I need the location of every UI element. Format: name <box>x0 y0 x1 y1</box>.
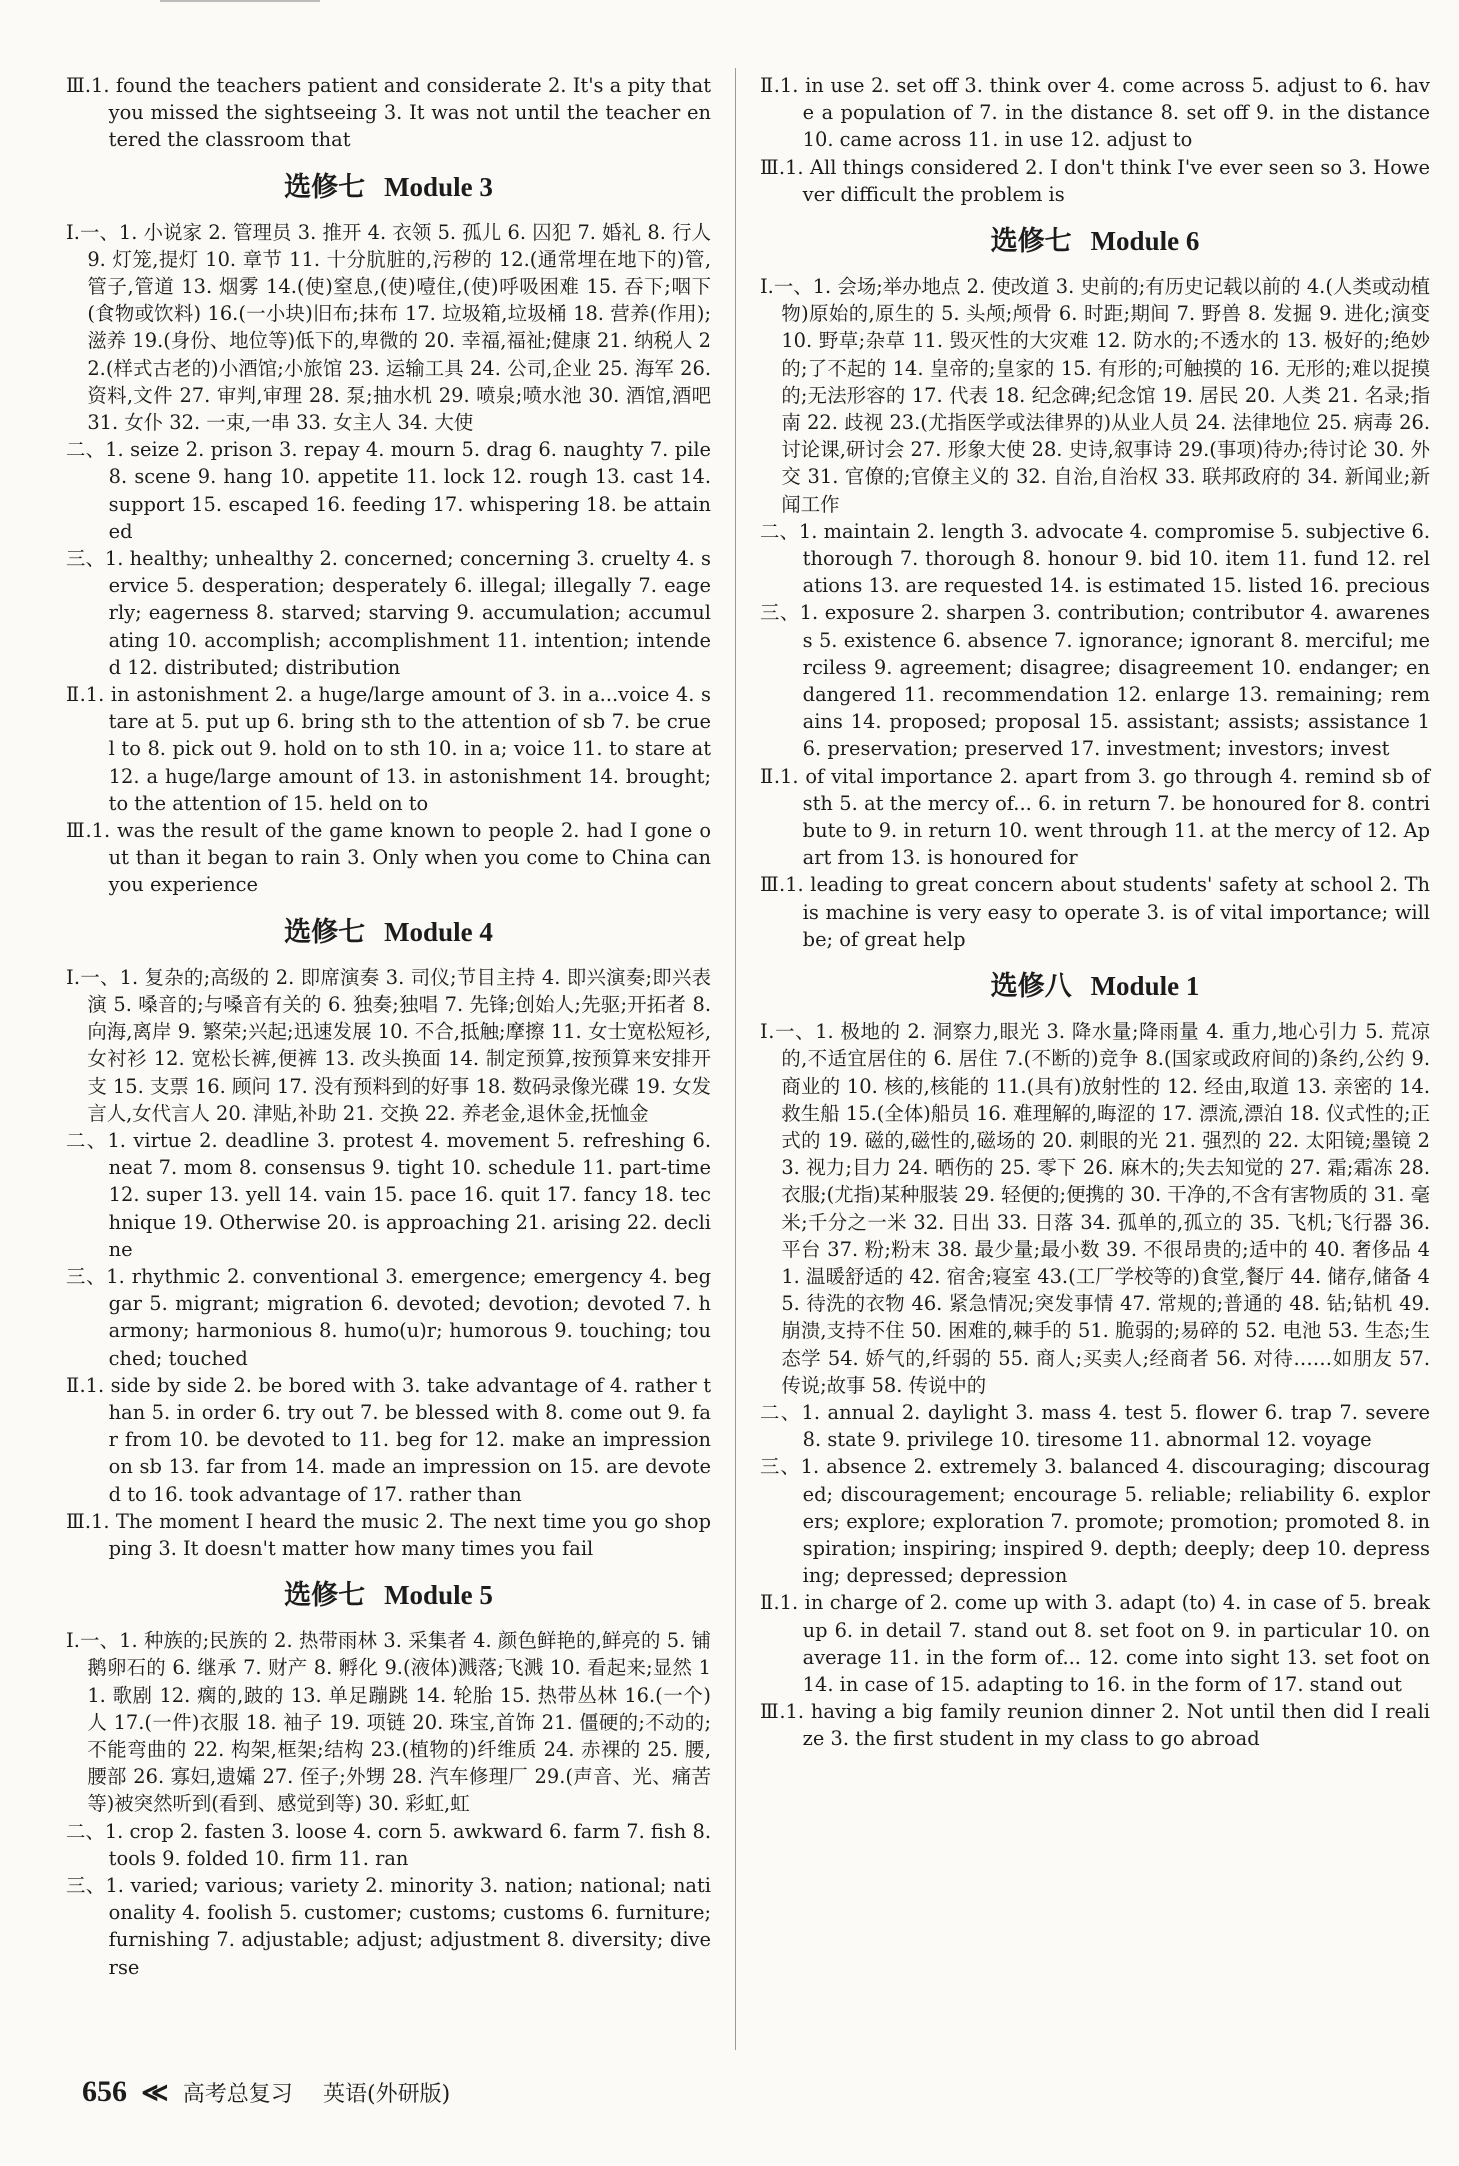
section-module: Module 3 <box>384 171 493 202</box>
answer-paragraph: 二、1. virtue 2. deadline 3. protest 4. movement 5. refreshing 6. neat 7. mom 8. consensus 9. tight 10. schedule 11. part-time 12. super 13. yell 14. vain 15. pace 16. quit 17. fancy 18. technique 19. Otherwise 20. is approaching 21. arising 22. decline <box>66 1128 711 1261</box>
top-decorative-line <box>160 0 320 2</box>
answer-paragraph: Ⅰ.一、1. 极地的 2. 洞察力,眼光 3. 降水量;降雨量 4. 重力,地心引力 5. 荒凉的,不适宜居住的 6. 居住 7.(不断的)竞争 8.(国家或政府间的)条约,公约 9. 商业的 10. 核的,核能的 11.(具有)放射性的 12. 经由,取道 13. 亲密的 14. 救生船 15.(全体)船员 16. 难理解的,晦涩的 17. 漂流,漂泊 18. 仪式性的;正式的 19. 磁的,磁性的,磁场的 20. 刺眼的光 21. 强烈的 22. 太阳镜;墨镜 23. 视力;目力 24. 晒伤的 25. 零下 26. 麻木的;失去知觉的 27. 霜;霜冻 28. 衣服;(尤指)某种服装 29. 轻便的;便携的 30. 干净的,不含有害物质的 31. 毫米;千分之一米 32. 日出 33. 日落 34. 孤单的,孤立的 35. 飞机;飞行器 36. 平台 37. 粉;粉末 38. 最少量;最小数 39. 不很昂贵的;适中的 40. 奢侈品 41. 温暖舒适的 42. 宿舍;寝室 43.(工厂学校等的)食堂,餐厅 44. 储存,储备 45. 待洗的衣物 46. 紧急情况;突发事情 47. 常规的;普通的 48. 钻;钻机 49. 崩溃,支持不住 50. 困难的,棘手的 51. 脆弱的;易碎的 52. 电池 53. 生态;生态学 54. 娇气的,纤弱的 55. 商人;买卖人;经商者 56. 对待……如朋友 57. 传说;故事 58. 传说中的 <box>760 1020 1430 1397</box>
answer-paragraph: Ⅲ.1. found the teachers patient and considerate 2. It's a pity that you missed the sightseeing 3. It was not until the teacher entered the classroom that <box>66 74 711 152</box>
answer-paragraph: Ⅱ.1. of vital importance 2. apart from 3. go through 4. remind sb of sth 5. at the mercy of... 6. in return 7. be honoured for 8. contribute to 9. in return 10. went through 11. at the mercy of 12. Apart from 13. is honoured for <box>760 764 1430 870</box>
double-chevron-left-icon: ≪ <box>141 2078 169 2108</box>
answer-paragraph: Ⅲ.1. All things considered 2. I don't think I've ever seen so 3. However difficult the problem is <box>760 155 1430 206</box>
answer-paragraph: Ⅲ.1. leading to great concern about students' safety at school 2. This machine is very easy to operate 3. is of vital importance; will be; of great help <box>760 873 1430 951</box>
section-heading <box>66 168 711 207</box>
section-heading <box>760 222 1430 261</box>
answer-paragraph: 三、1. absence 2. extremely 3. balanced 4. discouraging; discouraged; discouragement; encourage 5. reliable; reliability 6. explorers; explore; exploration 7. promote; promotion; promoted 8. inspiration; inspiring; inspired 9. depth; deeply; deep 10. depressing; depressed; depression <box>760 1455 1430 1588</box>
book-title: 高考总复习 <box>182 2082 293 2107</box>
answer-paragraph: Ⅰ.一、1. 小说家 2. 管理员 3. 推开 4. 衣领 5. 孤儿 6. 囚犯 7. 婚礼 8. 行人 9. 灯笼,提灯 10. 章节 11. 十分肮脏的,污秽的 12.(通常埋在地下的)管,管子,管道 13. 烟雾 14.(使)窒息,(使)噎住,(使)呼吸困难 15. 吞下;咽下(食物或饮料) 16.(一小块)旧布;抹布 17. 垃圾箱,垃圾桶 18. 营养(作用);滋养 19.(身份、地位等)低下的,卑微的 20. 幸福,福祉;健康 21. 纳税人 22.(样式古老的)小酒馆;小旅馆 23. 运输工具 24. 公司,企业 25. 海军 26. 资料,文件 27. 审判,审理 28. 泵;抽水机 29. 喷泉;喷水池 30. 酒馆,酒吧 31. 女仆 32. 一束,一串 33. 女主人 34. 大使 <box>66 220 711 435</box>
section-course: 选修七 <box>284 916 366 948</box>
answer-paragraph: 三、1. healthy; unhealthy 2. concerned; concerning 3. cruelty 4. service 5. desperation; desperately 6. illegal; illegally 7. eagerly; eagerness 8. starved; starving 9. accumulation; accumulating 10. accomplish; accomplishment 11. intention; intended 12. distributed; distribution <box>66 547 711 679</box>
section-heading <box>760 967 1430 1006</box>
answer-paragraph: 三、1. exposure 2. sharpen 3. contribution; contributor 4. awareness 5. existence 6. absence 7. ignorance; ignorant 8. merciful; merciless 9. agreement; disagree; disagreement 10. endanger; endangered 11. recommendation 12. enlarge 13. remaining; remains 14. proposed; proposal 15. assistant; assists; assistance 16. preservation; preserved 17. investment; investors; invest <box>760 601 1430 761</box>
answer-paragraph: Ⅱ.1. in astonishment 2. a huge/large amount of 3. in a...voice 4. stare at 5. put up 6. bring sth to the attention of sb 7. be cruel to 8. pick out 9. hold on to sth 10. in a; voice 11. to stare at 12. a huge/large amount of 13. in astonishment 14. brought; to the attention of 15. held on to <box>66 683 711 815</box>
section-module: Module 5 <box>384 1580 493 1611</box>
subject-label: 英语(外研版) <box>323 2082 451 2107</box>
section-module: Module 6 <box>1090 226 1200 257</box>
section-course: 选修七 <box>284 1580 366 1612</box>
answer-paragraph: 二、1. crop 2. fasten 3. loose 4. corn 5. awkward 6. farm 7. fish 8. tools 9. folded 10. firm 11. ran <box>66 1819 711 1870</box>
right-column <box>760 72 1430 1753</box>
answer-paragraph: Ⅲ.1. was the result of the game known to people 2. had I gone out than it began to rain 3. Only when you come to China can you experience <box>66 819 711 897</box>
section-heading <box>66 913 711 952</box>
page-footer <box>82 2075 450 2109</box>
answer-paragraph: 二、1. seize 2. prison 3. repay 4. mourn 5. drag 6. naughty 7. pile 8. scene 9. hang 10. appetite 11. lock 12. rough 13. cast 14. support 15. escaped 16. feeding 17. whispering 18. be attained <box>66 438 711 543</box>
answer-paragraph: Ⅲ.1. The moment I heard the music 2. The next time you go shopping 3. It doesn't matter how many times you fail <box>66 1509 711 1560</box>
answer-paragraph: Ⅰ.一、1. 种族的;民族的 2. 热带雨林 3. 采集者 4. 颜色鲜艳的,鲜亮的 5. 铺鹅卵石的 6. 继承 7. 财产 8. 孵化 9.(液体)溅落;飞溅 10. 看起来;显然 11. 歌剧 12. 瘸的,跛的 13. 单足蹦跳 14. 轮胎 15. 热带丛林 16.(一个)人 17.(一件)衣服 18. 袖子 19. 项链 20. 珠宝,首饰 21. 僵硬的;不动的;不能弯曲的 22. 构架,框架;结构 23.(植物的)纤维质 24. 赤裸的 25. 腰,腰部 26. 寡妇,遗孀 27. 侄子;外甥 28. 汽车修理厂 29.(声音、光、痛苦等)被突然听到(看到、感觉到等) 30. 彩虹,虹 <box>66 1629 711 1816</box>
answer-paragraph: Ⅲ.1. having a big family reunion dinner 2. Not until then did I realize 3. the first student in my class to go abroad <box>760 1700 1430 1751</box>
answer-paragraph: Ⅱ.1. side by side 2. be bored with 3. take advantage of 4. rather than 5. in order 6. try out 7. be blessed with 8. come out 9. far from 10. be devoted to 11. beg for 12. make an impression on sb 13. far from 14. made an impression on 15. are devoted to 16. took advantage of 17. rather than <box>66 1373 711 1506</box>
answer-paragraph: 三、1. rhythmic 2. conventional 3. emergence; emergency 4. beggar 5. migrant; migration 6. devoted; devotion; devoted 7. harmony; harmonious 8. humo(u)r; humorous 9. touching; touched; touched <box>66 1264 711 1370</box>
answer-paragraph: 二、1. maintain 2. length 3. advocate 4. compromise 5. subjective 6. thorough 7. thorough 8. honour 9. bid 10. item 11. fund 12. relations 13. are requested 14. is estimated 15. listed 16. precious <box>760 519 1430 598</box>
answer-paragraph: Ⅰ.一、1. 复杂的;高级的 2. 即席演奏 3. 司仪;节目主持 4. 即兴演奏;即兴表演 5. 嗓音的;与嗓音有关的 6. 独奏;独唱 7. 先锋;创始人;先驱;开拓者 8. 向海,离岸 9. 繁荣;兴起;迅速发展 10. 不合,抵触;摩擦 11. 女士宽松短衫,女衬衫 12. 宽松长裤,便裤 13. 改头换面 14. 制定预算,按预算来安排开支 15. 支票 16. 顾问 17. 没有预料到的好事 18. 数码录像光碟 19. 女发言人,女代言人 20. 津贴,补助 21. 交换 22. 养老金,退休金,抚恤金 <box>66 965 711 1125</box>
answer-paragraph: 三、1. varied; various; variety 2. minority 3. nation; national; nationality 4. foolish 5. customer; customs; customs 6. furniture; furnishing 7. adjustable; adjust; adjustment 8. diversity; diverse <box>66 1873 711 1979</box>
section-heading <box>66 1576 711 1615</box>
section-course: 选修八 <box>990 971 1072 1003</box>
answer-paragraph: Ⅰ.一、1. 会场;举办地点 2. 使改道 3. 史前的;有历史记载以前的 4.(人类或动植物)原始的,原生的 5. 头颅;颅骨 6. 时距;期间 7. 野兽 8. 发掘 9. 进化;演变 10. 野草;杂草 11. 毁灭性的大灾难 12. 防水的;不透水的 13. 极好的;绝妙的;了不起的 14. 皇帝的;皇家的 15. 有形的;可触摸的 16. 无形的;难以捉摸的;无法形容的 17. 代表 18. 纪念碑;纪念馆 19. 居民 20. 人类 21. 名录;指南 22. 歧视 23.(尤指医学或法律界的)从业人员 24. 法律地位 25. 病毒 26. 讨论课,研讨会 27. 形象大使 28. 史诗,叙事诗 29.(事项)待办;待讨论 30. 外交 31. 官僚的;官僚主义的 32. 自治,自治权 33. 联邦政府的 34. 新闻业;新闻工作 <box>760 275 1430 516</box>
answer-paragraph: Ⅱ.1. in use 2. set off 3. think over 4. come across 5. adjust to 6. have a population of 7. in the distance 8. set off 9. in the distance 10. came across 11. in use 12. adjust to <box>760 74 1430 152</box>
section-course: 选修七 <box>990 226 1072 258</box>
section-module: Module 4 <box>384 916 493 947</box>
answer-paragraph: 二、1. annual 2. daylight 3. mass 4. test 5. flower 6. trap 7. severe 8. state 9. privilege 10. tiresome 11. abnormal 12. voyage <box>760 1400 1430 1452</box>
section-course: 选修七 <box>284 171 366 203</box>
page-number: 656 <box>82 2075 127 2108</box>
column-divider <box>735 68 736 2050</box>
section-module: Module 1 <box>1090 971 1200 1002</box>
left-column <box>66 72 711 1981</box>
answer-paragraph: Ⅱ.1. in charge of 2. come up with 3. adapt (to) 4. in case of 5. break up 6. in detail 7. stand out 8. set foot on 9. in particular 10. on average 11. in the form of... 12. come into sight 13. set foot on 14. in case of 15. adapting to 16. in the form of 17. stand out <box>760 1591 1430 1696</box>
